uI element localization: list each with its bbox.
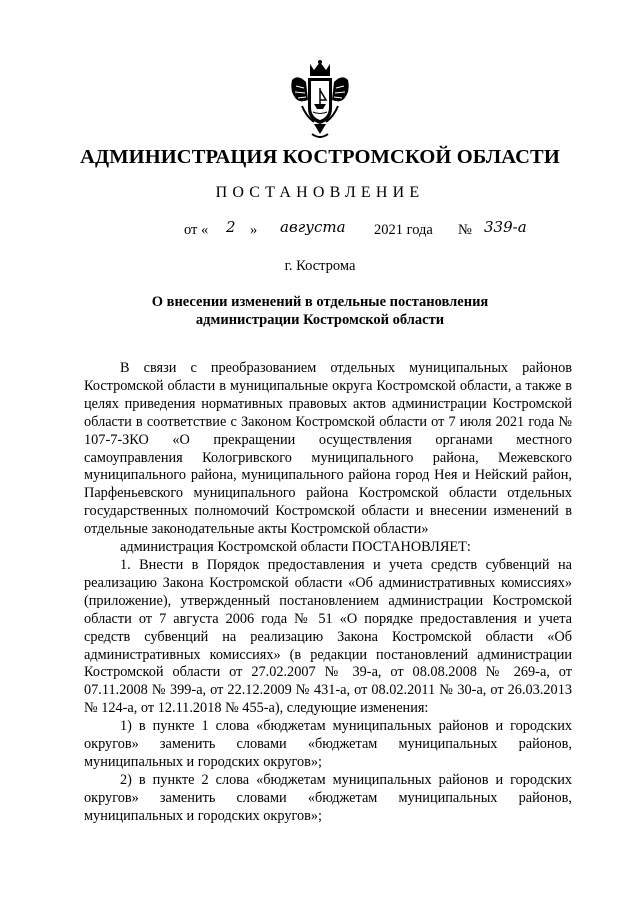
document-number-handwritten: 339-а: [484, 218, 527, 236]
subject-line-1: О внесении изменений в отдельные постановления: [151, 294, 489, 310]
document-body: [84, 360, 572, 826]
kostroma-coat-of-arms-icon: [288, 60, 352, 142]
organization-title: АДМИНИСТРАЦИЯ КОСТРОМСКОЙ ОБЛАСТИ: [80, 146, 560, 168]
document-type: ПОСТАНОВЛЕНИЕ: [215, 184, 425, 201]
resolve-paragraph: администрация Костромской области ПОСТАНОВЛЯЕТ:: [120, 539, 471, 556]
document-subject: [100, 293, 540, 329]
number-sign: №: [458, 222, 472, 238]
date-prefix: от «: [184, 222, 209, 238]
preamble-paragraph: В связи с преобразованием отдельных муниципальных районов Костромской области в муниципальные округа Костромской области, а также в целях приведения нормативных правовых актов администрации Костромской области в соответствие с Законом Костромской области от 7 июля 2021 года № 107-7-ЗКО «О прекращении осуществления органами местного самоуправления Кологривского муниципального района, Межевского муниципального района, муниципального района город Нея и Нейский район, Парфеньевского муниципального района Костромской области отдельных государственных полномочий Костромской области и внесении изменений в отдельные законодательные акты Костромской области»: [84, 360, 572, 538]
subitem-1-paragraph: 1) в пункте 1 слова «бюджетам муниципальных районов и городских округов» заменить словами «бюджетам муниципальных районов, муниципальных и городских округов»;: [84, 718, 572, 770]
city-line: г. Кострома: [284, 258, 356, 274]
date-day-close: »: [250, 222, 258, 238]
subitem-2-paragraph: 2) в пункте 2 слова «бюджетам муниципальных районов и городских округов» заменить словами «бюджетам муниципальных районов, муниципальных и городских округов»;: [84, 771, 572, 824]
item-1-paragraph: 1. Внести в Порядок предоставления и учета средств субвенций на реализацию Закона Костромской области «Об административных комиссиях» (приложение), утвержденный постановлением администрации Костромской области от 7 августа 2006 года № 51 «О порядке предоставления и учета средств субвенций на реализацию Закона Костромской области «Об административных комиссиях» (в редакции постановлений администрации Костромской области от 27.02.2007 № 39-а, от 08.08.2008 № 269-а, от 07.11.2008 № 399-а, от 22.12.2009 № 431-а, от 08.02.2011 № 30-а, от 26.03.2013 № 124-а, от 12.11.2018 № 455-а), следующие изменения:: [84, 556, 572, 717]
document-date-line: [184, 218, 604, 246]
date-day-handwritten: 2: [226, 218, 236, 236]
date-year: 2021 года: [374, 222, 433, 238]
date-month-handwritten: августа: [280, 218, 346, 236]
subject-line-2: администрации Костромской области: [195, 312, 445, 328]
